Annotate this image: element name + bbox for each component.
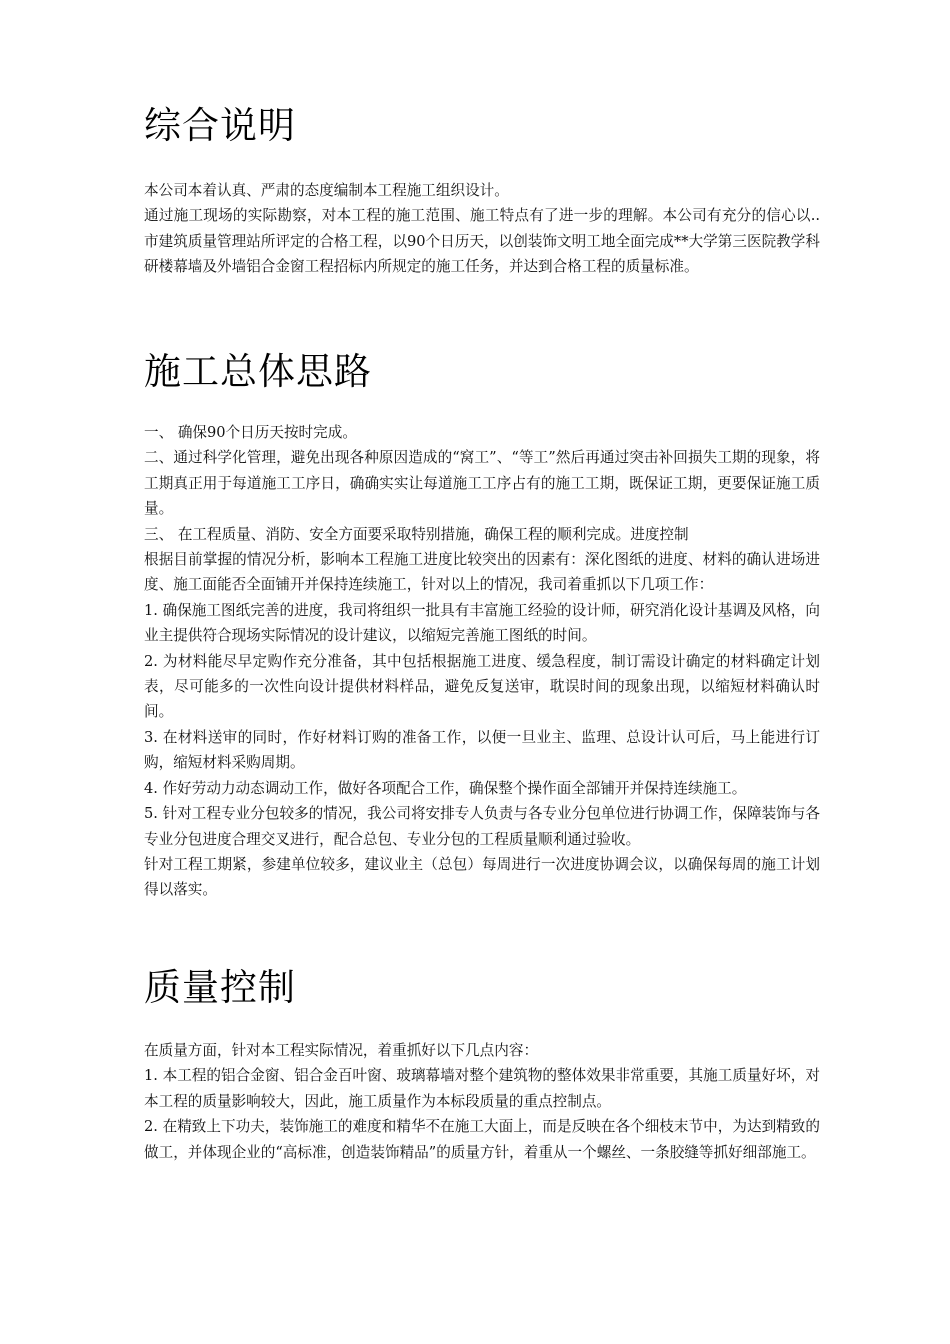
section-title: 综合说明 [144, 104, 296, 147]
section-general-approach [144, 346, 820, 903]
paragraph: 5. 针对工程专业分包较多的情况，我公司将安排专人负责与各专业分包单位进行协调工作，保障装饰与各专业分包进度合理交叉进行，配合总包、专业分包的工程质量顺利通过验收。 [144, 805, 820, 848]
paragraph: 本公司本着认真、严肃的态度编制本工程施工组织设计。 [144, 182, 509, 199]
paragraph: 4. 作好劳动力动态调动工作，做好各项配合工作，确保整个操作面全部铺开并保持连续施工。 [144, 779, 747, 797]
paragraph: 3. 在材料送审的同时，作好材料订购的准备工作，以便一旦业主、监理、总设计认可后，马上能进行订购，缩短材料采购周期。 [144, 728, 820, 772]
paragraph: 2. 为材料能尽早定购作充分准备，其中包括根据施工进度、缓急程度，制订需设计确定的材料确定计划表，尽可能多的一次性向设计提供材料样品，避免反复送审，耽误时间的现象出现，以缩短材料确认时间。 [144, 652, 820, 721]
paragraph: 三、 在工程质量、消防、安全方面要采取特别措施，确保工程的顺利完成。进度控制 [144, 525, 689, 543]
paragraph: 通过施工现场的实际勘察，对本工程的施工范围、施工特点有了进一步的理解。本公司有充分的信心以..市建筑质量管理站所评定的合格工程，以90个日历天，以创装饰文明工地全面完成**大学第三医院教学科研楼幕墙及外墙铝合金窗工程招标内所规定的施工任务，并达到合格工程的质量标准。 [144, 207, 820, 276]
section-overview [144, 100, 820, 280]
section-title: 施工总体思路 [144, 350, 372, 393]
paragraph: 在质量方面，针对本工程实际情况，着重抓好以下几点内容： [144, 1042, 539, 1059]
paragraph: 针对工程工期紧，参建单位较多，建议业主（总包）每周进行一次进度协调会议，以确保每周的施工计划得以落实。 [144, 855, 820, 899]
paragraph: 根据目前掌握的情况分析，影响本工程施工进度比较突出的因素有：深化图纸的进度、材料的确认进场进度、施工面能否全面铺开并保持连续施工，针对以上的情况，我司着重抓以下几项工作： [144, 551, 820, 594]
paragraph: 1. 确保施工图纸完善的进度，我司将组织一批具有丰富施工经验的设计师，研究消化设计基调及风格，向业主提供符合现场实际情况的设计建议，以缩短完善施工图纸的时间。 [144, 601, 820, 645]
paragraph: 1. 本工程的铝合金窗、铝合金百叶窗、玻璃幕墙对整个建筑物的整体效果非常重要，其施工质量好坏，对本工程的质量影响较大，因此，施工质量作为本标段质量的重点控制点。 [144, 1067, 820, 1110]
paragraph: 一、 确保90个日历天按时完成。 [144, 424, 357, 441]
section-title: 质量控制 [144, 966, 296, 1009]
section-quality-control [144, 962, 820, 1165]
paragraph: 二、通过科学化管理，避免出现各种原因造成的“窝工”、“等工”然后再通过突击补回损失工期的现象，将工期真正用于每道施工工序日，确确实实让每道施工工序占有的施工工期，既保证工期，更要保证施工质量。 [144, 449, 820, 518]
section-body [144, 420, 820, 903]
paragraph: 2. 在精致上下功夫，装饰施工的难度和精华不在施工大面上，而是反映在各个细枝末节中，为达到精致的做工，并体现企业的“高标准，创造装饰精品”的质量方针，着重从一个螺丝、一条胶缝等抓好细部施工。 [144, 1118, 820, 1161]
section-body [144, 1038, 820, 1165]
section-body [144, 178, 820, 280]
